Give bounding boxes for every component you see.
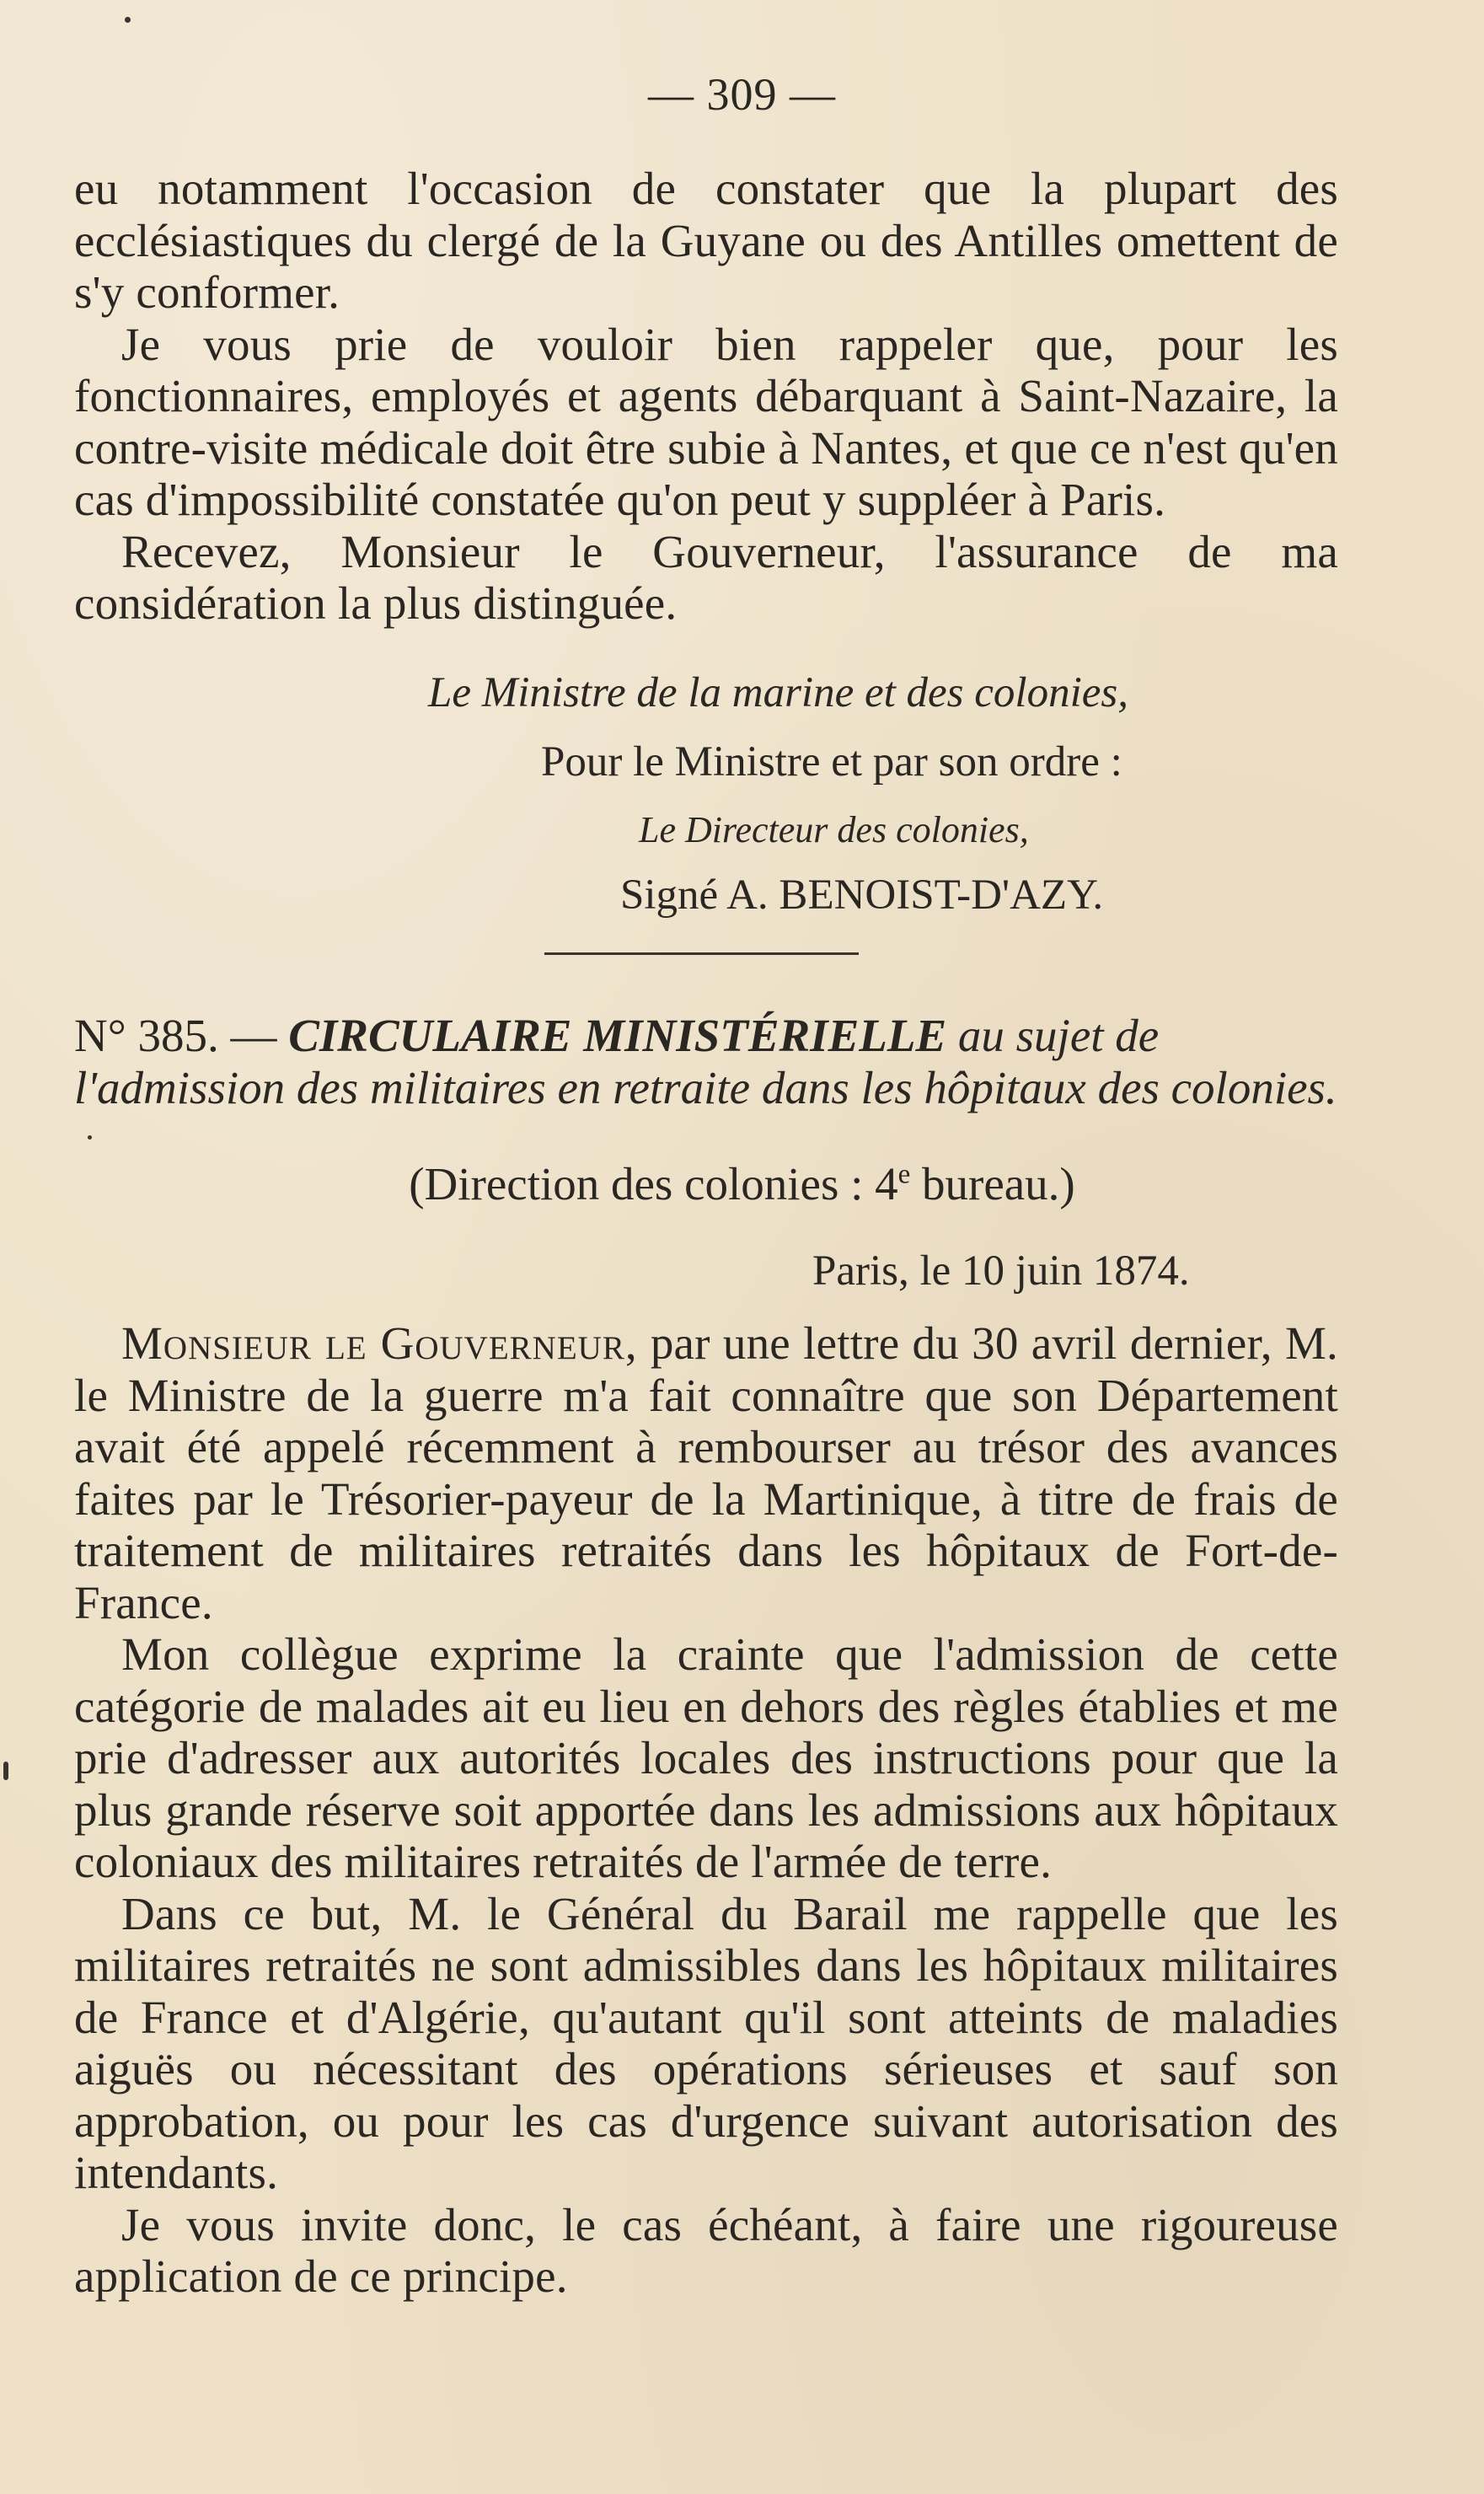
paragraph-contre-visite: Je vous prie de vouloir bien rappeler que, pour les fonctionnaires, employés et agents débarquant à Saint-Nazaire, la contre-visite médicale doit être subie à Nantes, et que ce n'est qu'en cas d'impossibilité constatée qu'on peut y suppléer à Paris. (74, 318, 1338, 525)
print-speck (125, 17, 131, 23)
direction-superscript: e (897, 1159, 911, 1190)
signature-name: Signé A. BENOIST-D'AZY. (620, 872, 1104, 919)
print-speck (88, 1135, 92, 1140)
circular-body (74, 1317, 1338, 2303)
paragraph-closing: Recevez, Monsieur le Gouverneur, l'assurance de ma considération la plus distinguée. (74, 525, 1338, 629)
circular-direction (0, 1158, 1484, 1210)
direction-suffix: bureau.) (922, 1158, 1075, 1209)
paragraph-concern: Mon collègue exprime la crainte que l'admission de cette catégorie de malades ait eu lieu en dehors des règles établies et me prie d'adresser aux autorités locales des instructions pour que la plus grande réserve soit apportée dans les admissions aux hôpitaux coloniaux des militaires retraités de l'armée de terre. (74, 1628, 1338, 1887)
signature-order: Pour le Ministre et par son ordre : (541, 738, 1122, 786)
circular-subject: au sujet de l'admission des militaires en retraite dans les hôpitaux des colonies. (74, 1010, 1337, 1113)
signature-director: Le Directeur des colonies, (639, 809, 1029, 850)
print-speck (3, 1762, 8, 1780)
paragraph-intro-text: par une lettre du 30 avril dernier, M. le Ministre de la guerre m'a fait connaître que son Département avait été appelé récemment à rembourser au trésor des avances faites par le Trésorier-payeur de la Martinique, à titre de frais de traitement de militaires retraités dans les hôpitaux de Fort-de-France. (74, 1317, 1338, 1628)
salutation: Monsieur le Gouverneur, (121, 1317, 638, 1369)
signature-minister: Le Ministre de la marine et des colonies, (428, 669, 1128, 716)
paragraph-instruction: Je vous invite donc, le cas échéant, à faire une rigoureuse application de ce principe. (74, 2198, 1338, 2302)
circular-heading (74, 1010, 1338, 1114)
section-divider (544, 952, 859, 955)
dateline: Paris, le 10 juin 1874. (812, 1247, 1190, 1295)
letter-body-continued (74, 163, 1338, 630)
direction-prefix: (Direction des colonies : 4 (409, 1158, 898, 1209)
paragraph-continuation: eu notamment l'occasion de constater que la plupart des ecclésiastiques du clergé de la Guyane ou des Antilles omettent de s'y conformer. (74, 163, 1338, 318)
paragraph-rules: Dans ce but, M. le Général du Barail me rappelle que les militaires retraités ne sont admissibles dans les hôpitaux militaires de France et d'Algérie, qu'autant qu'il sont atteints de maladies aiguës ou nécessitant des opérations sérieuses et sauf son approbation, ou pour les cas d'urgence suivant autorisation des intendants. (74, 1887, 1338, 2198)
page-number: — 309 — (648, 69, 836, 120)
circular-number: N° 385. — (74, 1010, 277, 1061)
paragraph-intro (74, 1317, 1338, 1628)
circular-title: CIRCULAIRE MINISTÉRIELLE (288, 1010, 947, 1061)
